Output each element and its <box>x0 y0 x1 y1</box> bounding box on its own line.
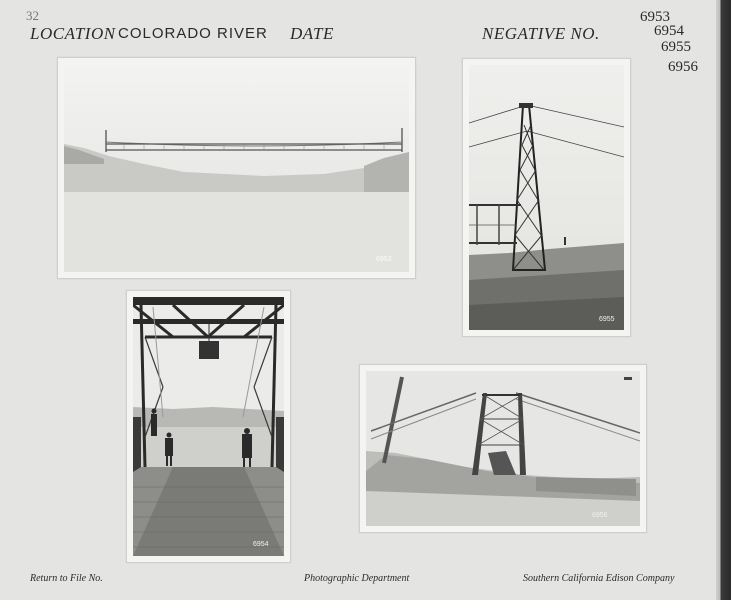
negative-number: 6956 <box>668 59 698 75</box>
photo-tower-hillside-image <box>366 371 640 526</box>
photo-bridge-distant <box>57 57 416 279</box>
location-value: COLORADO RIVER <box>118 25 268 42</box>
photo-tower-hillside <box>359 364 647 533</box>
negative-label: 6954 <box>253 541 269 548</box>
photo-tower-cables-image <box>469 65 624 330</box>
photo-bridge-deck <box>126 290 291 563</box>
negative-number: 6953 <box>640 9 670 25</box>
photo-tower-cables <box>462 58 631 337</box>
footer-return-label: Return to File No. <box>30 573 103 584</box>
footer-department: Photographic Department <box>304 573 410 584</box>
negative-label: NEGATIVE NO. <box>482 24 600 43</box>
negative-label: 6953 <box>376 256 392 263</box>
negative-number: 6955 <box>661 39 691 55</box>
card-edge <box>716 0 731 600</box>
footer-company: Southern California Edison Company <box>523 573 675 584</box>
negative-number: 6954 <box>654 23 684 39</box>
card-number: 32 <box>26 8 39 23</box>
photo-bridge-deck-image <box>133 297 284 556</box>
location-label: LOCATION <box>30 24 116 43</box>
photo-bridge-distant-image <box>64 64 409 272</box>
negative-label: 6956 <box>592 512 608 519</box>
date-label: DATE <box>290 24 334 43</box>
negative-label: 6955 <box>599 316 615 323</box>
